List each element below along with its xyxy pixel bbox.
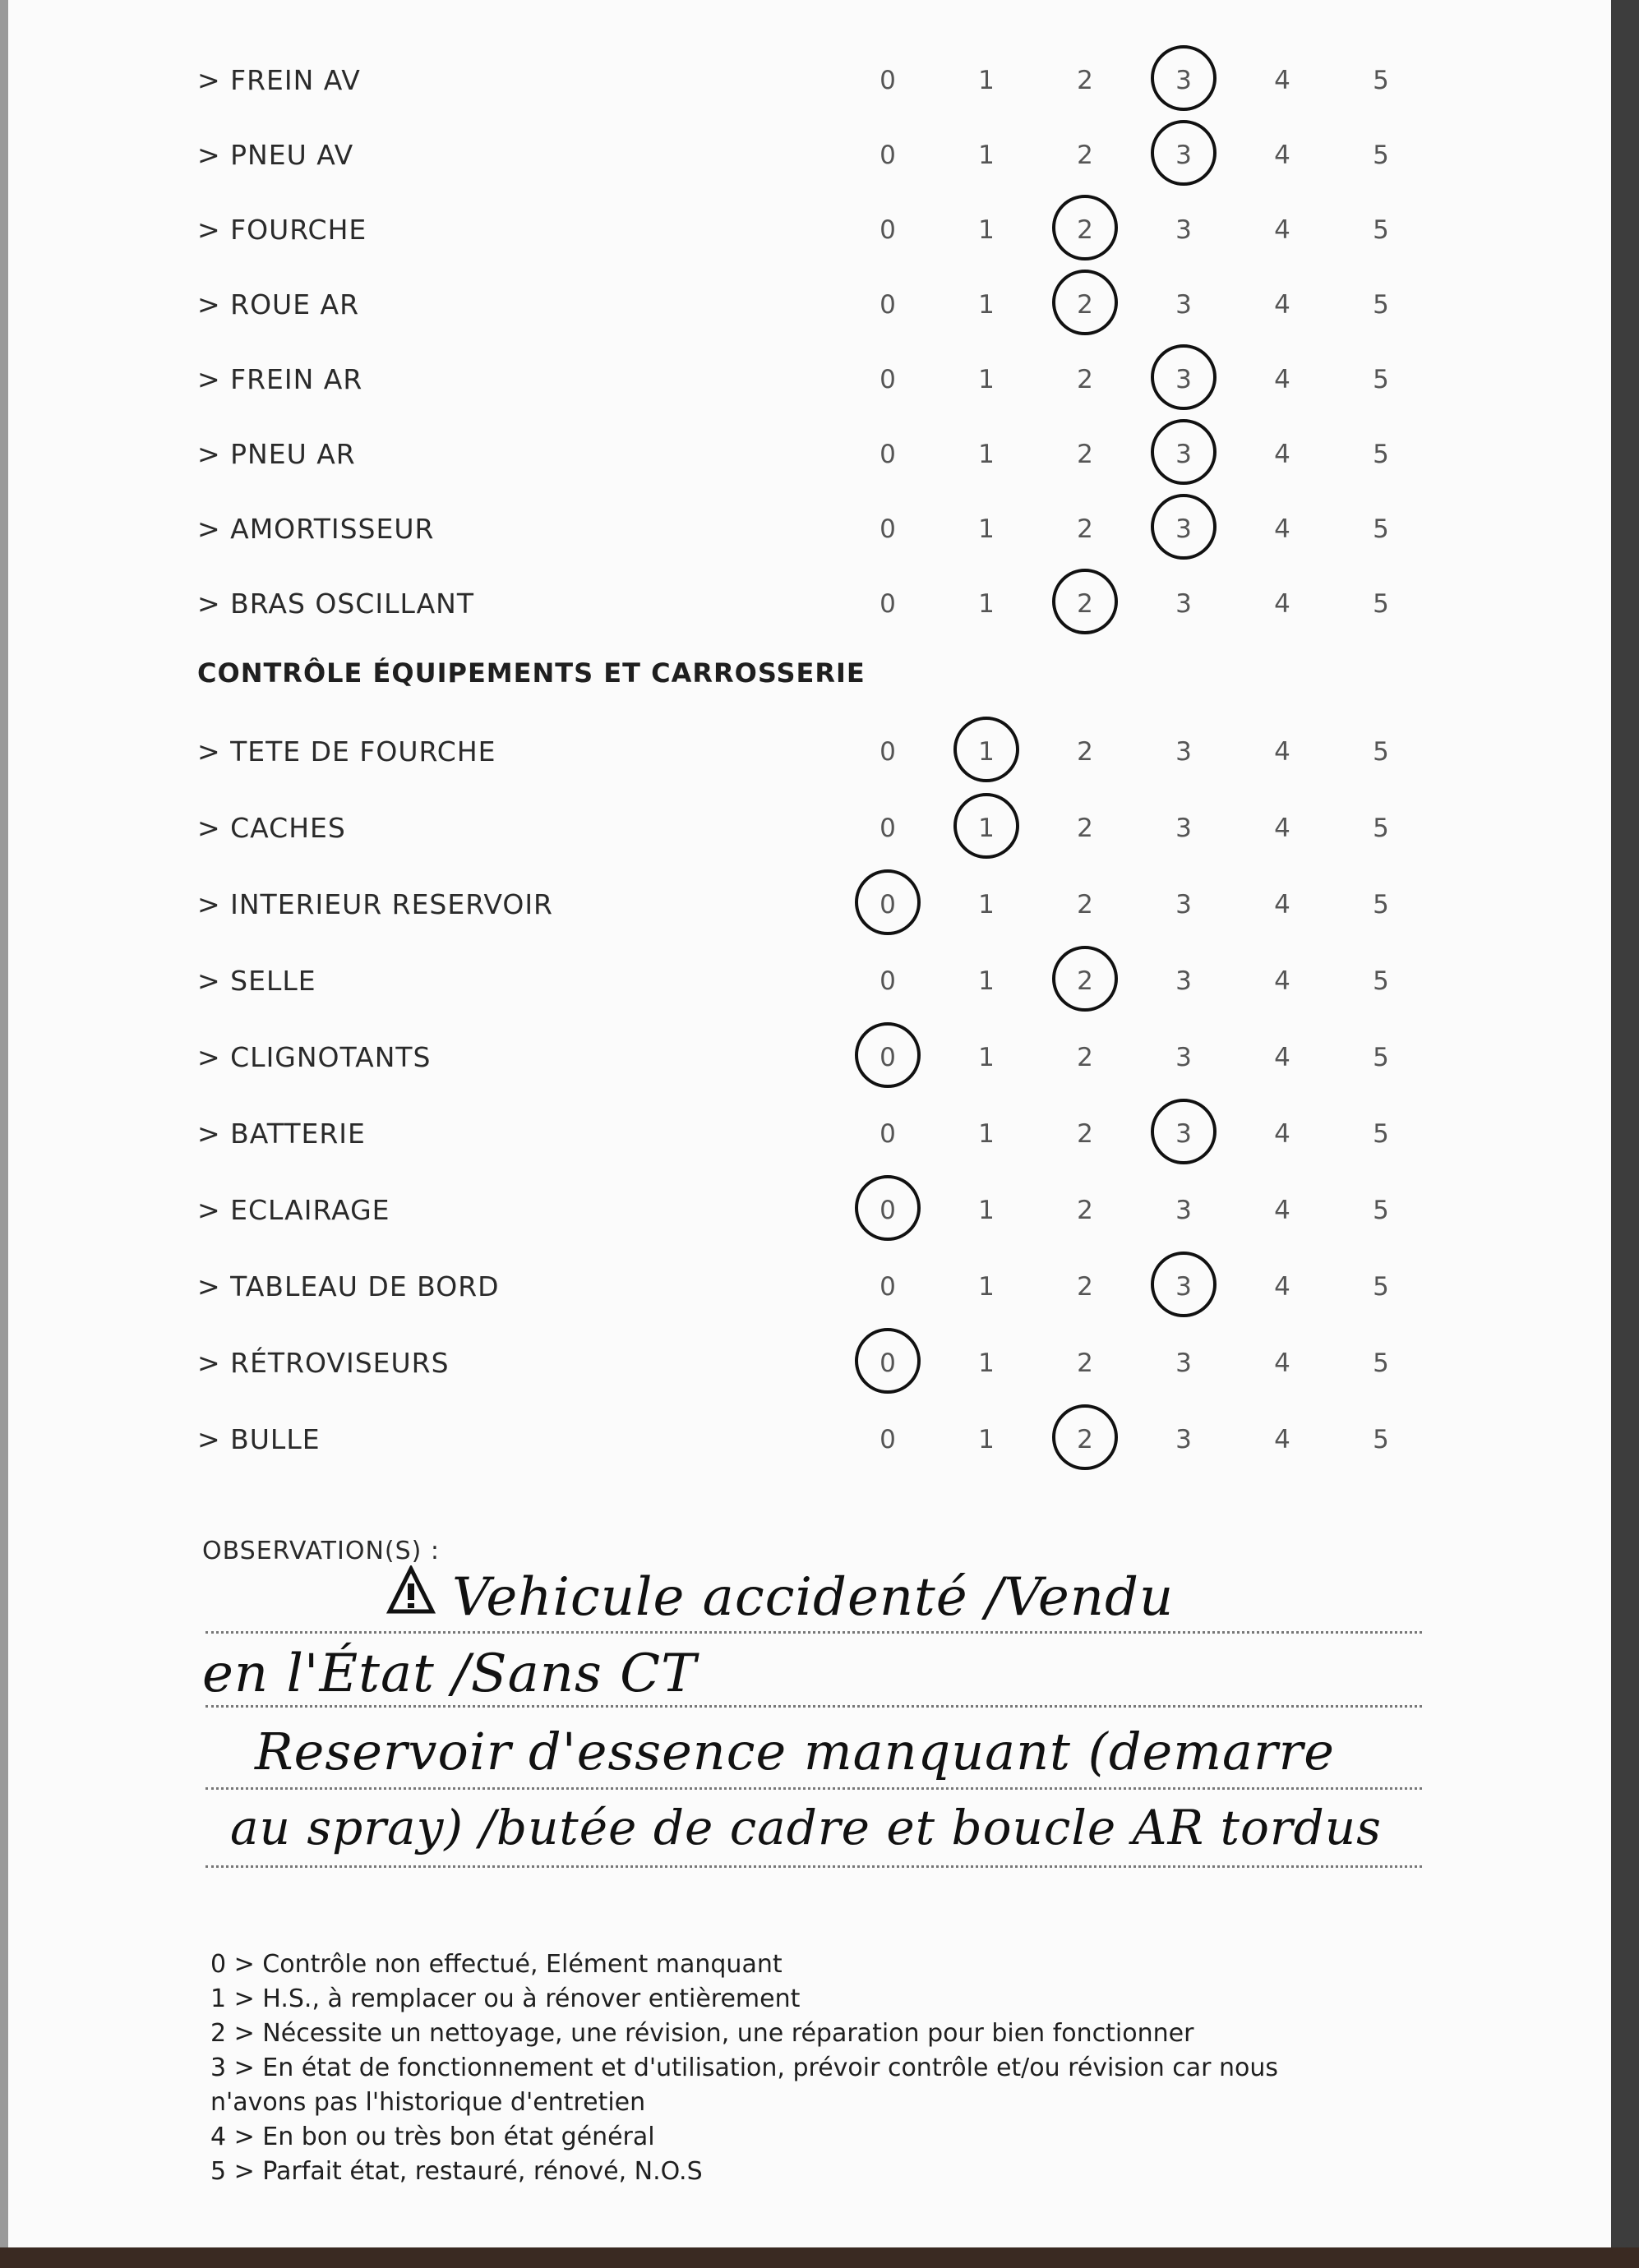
section-title: CONTRÔLE ÉQUIPEMENTS ET CARROSSERIE [197, 657, 866, 689]
row-label: > ROUE AR [197, 288, 360, 320]
score-option: 0 [880, 440, 896, 469]
score-option: 1 [978, 1425, 995, 1454]
score-option: 0 [880, 514, 896, 544]
score-option: 1 [978, 365, 995, 394]
score-option: 1 [978, 66, 995, 95]
score-option: 3 [1175, 966, 1192, 996]
row-label: > CLIGNOTANTS [197, 1041, 432, 1073]
legend-item: 4 > En bon ou très bon état général [210, 2123, 655, 2151]
score-option: 0 [880, 814, 896, 843]
legend-item: n'avons pas l'historique d'entretien [210, 2088, 646, 2117]
score-option: 4 [1274, 890, 1290, 920]
score-option: 4 [1274, 1272, 1290, 1302]
inspection-row [0, 952, 1639, 1010]
score-option: 4 [1274, 66, 1290, 95]
dotted-line [205, 1865, 1422, 1868]
score-option: 2 [1077, 1272, 1093, 1302]
score-option-circled: 3 [1159, 1105, 1208, 1163]
score-option: 5 [1373, 365, 1389, 394]
score-option: 1 [978, 966, 995, 996]
score-option: 2 [1077, 141, 1093, 170]
score-option: 0 [880, 589, 896, 619]
observation-line-1-text: Vehicule accidenté /Vendu [452, 1567, 1175, 1628]
score-option: 0 [880, 66, 896, 95]
score-option-circled: 1 [962, 800, 1011, 857]
row-label: > RÉTROVISEURS [197, 1347, 450, 1379]
legend-item: 3 > En état de fonctionnement et d'utilisation, prévoir contrôle et/ou révision car nous [210, 2054, 1279, 2082]
score-option: 4 [1274, 1043, 1290, 1072]
score-option: 1 [978, 141, 995, 170]
score-option: 2 [1077, 440, 1093, 469]
score-option: 1 [978, 1119, 995, 1149]
observation-line-2: en l'État /Sans CT [202, 1643, 697, 1704]
row-label: > FREIN AV [197, 64, 361, 96]
score-option: 4 [1274, 1196, 1290, 1225]
score-option: 5 [1373, 66, 1389, 95]
inspection-row [0, 1182, 1639, 1239]
score-option: 5 [1373, 1348, 1389, 1378]
score-option: 4 [1274, 589, 1290, 619]
score-option: 5 [1373, 1272, 1389, 1302]
score-option: 3 [1175, 290, 1192, 320]
score-option: 0 [880, 290, 896, 320]
score-option: 4 [1274, 1348, 1290, 1378]
row-label: > AMORTISSEUR [197, 513, 435, 545]
score-option: 3 [1175, 589, 1192, 619]
score-option: 0 [880, 1272, 896, 1302]
score-option: 0 [880, 1119, 896, 1149]
score-option: 2 [1077, 514, 1093, 544]
score-option-circled: 3 [1159, 52, 1208, 109]
legend-item: 0 > Contrôle non effectué, Elément manquant [210, 1950, 783, 1979]
dotted-line [205, 1705, 1422, 1708]
score-option-circled: 2 [1060, 952, 1110, 1010]
observations-label: OBSERVATION(S) : [202, 1537, 440, 1565]
inspection-row [0, 1105, 1639, 1163]
row-label: > TETE DE FOURCHE [197, 735, 496, 768]
score-option: 3 [1175, 737, 1192, 767]
score-option-circled: 2 [1060, 1411, 1110, 1468]
score-option: 2 [1077, 1348, 1093, 1378]
row-label: > INTERIEUR RESERVOIR [197, 888, 553, 920]
row-label: > TABLEAU DE BORD [197, 1270, 500, 1302]
score-option-circled: 3 [1159, 351, 1208, 408]
score-option: 3 [1175, 215, 1192, 245]
inspection-row [0, 1258, 1639, 1316]
score-option: 5 [1373, 1119, 1389, 1149]
score-option: 4 [1274, 365, 1290, 394]
row-label: > FREIN AR [197, 363, 363, 395]
score-option: 3 [1175, 1425, 1192, 1454]
score-option: 5 [1373, 215, 1389, 245]
score-option: 5 [1373, 737, 1389, 767]
score-option: 1 [978, 440, 995, 469]
inspection-row [0, 1029, 1639, 1086]
observation-line-1 [386, 1565, 1174, 1628]
score-option: 3 [1175, 814, 1192, 843]
score-option: 4 [1274, 737, 1290, 767]
warning-triangle-icon [386, 1565, 436, 1628]
inspection-row [0, 1335, 1639, 1392]
inspection-row [0, 876, 1639, 933]
score-option: 4 [1274, 215, 1290, 245]
inspection-row [0, 127, 1639, 184]
dotted-line [205, 1787, 1422, 1790]
score-option: 4 [1274, 1119, 1290, 1149]
score-option-circled: 1 [962, 723, 1011, 781]
row-label: > BRAS OSCILLANT [197, 588, 475, 620]
inspection-row [0, 723, 1639, 781]
score-option: 5 [1373, 890, 1389, 920]
score-option: 4 [1274, 1425, 1290, 1454]
score-option-circled: 2 [1060, 575, 1110, 633]
score-option-circled: 0 [863, 1335, 912, 1392]
score-option: 1 [978, 589, 995, 619]
inspection-row [0, 1411, 1639, 1468]
score-option-circled: 3 [1159, 426, 1208, 483]
score-option: 4 [1274, 290, 1290, 320]
legend-item: 5 > Parfait état, restauré, rénové, N.O.S [210, 2157, 703, 2186]
score-option: 1 [978, 215, 995, 245]
score-option: 5 [1373, 1043, 1389, 1072]
score-option: 2 [1077, 1196, 1093, 1225]
inspection-row [0, 52, 1639, 109]
score-option: 4 [1274, 440, 1290, 469]
score-option: 5 [1373, 589, 1389, 619]
score-option: 0 [880, 365, 896, 394]
score-option: 1 [978, 1348, 995, 1378]
inspection-row [0, 575, 1639, 633]
score-option: 5 [1373, 514, 1389, 544]
legend-item: 2 > Nécessite un nettoyage, une révision, une réparation pour bien fonctionner [210, 2019, 1194, 2048]
score-option: 0 [880, 141, 896, 170]
inspection-row [0, 800, 1639, 857]
score-option-circled: 2 [1060, 276, 1110, 334]
score-option: 2 [1077, 1119, 1093, 1149]
score-option-circled: 2 [1060, 201, 1110, 259]
score-option-circled: 3 [1159, 1258, 1208, 1316]
score-option: 1 [978, 1043, 995, 1072]
row-label: > FOURCHE [197, 214, 367, 246]
inspection-row [0, 201, 1639, 259]
score-option: 2 [1077, 890, 1093, 920]
observation-line-3: Reservoir d'essence manquant (demarre [255, 1722, 1335, 1782]
observation-line-4: au spray) /butée de cadre et boucle AR tordus [230, 1800, 1382, 1855]
score-option: 0 [880, 215, 896, 245]
score-option: 5 [1373, 440, 1389, 469]
score-option: 0 [880, 737, 896, 767]
inspection-row [0, 351, 1639, 408]
score-option: 0 [880, 1425, 896, 1454]
score-option-circled: 3 [1159, 127, 1208, 184]
score-option: 1 [978, 1196, 995, 1225]
row-label: > BATTERIE [197, 1118, 366, 1150]
score-option-circled: 0 [863, 1029, 912, 1086]
score-option: 3 [1175, 890, 1192, 920]
score-option: 3 [1175, 1348, 1192, 1378]
score-option: 1 [978, 1272, 995, 1302]
score-option: 2 [1077, 66, 1093, 95]
score-legend [210, 1948, 1443, 2189]
inspection-row [0, 500, 1639, 558]
score-option: 4 [1274, 141, 1290, 170]
score-option: 5 [1373, 290, 1389, 320]
score-option: 4 [1274, 814, 1290, 843]
score-option-circled: 3 [1159, 500, 1208, 558]
score-option-circled: 0 [863, 1182, 912, 1239]
row-label: > ECLAIRAGE [197, 1194, 390, 1226]
inspection-row [0, 426, 1639, 483]
score-option: 1 [978, 290, 995, 320]
score-option: 2 [1077, 737, 1093, 767]
score-option: 5 [1373, 1425, 1389, 1454]
score-option: 4 [1274, 514, 1290, 544]
score-option: 3 [1175, 1043, 1192, 1072]
sheet-bottom-edge [0, 2247, 1639, 2268]
score-option: 5 [1373, 141, 1389, 170]
score-option: 5 [1373, 966, 1389, 996]
score-option: 1 [978, 890, 995, 920]
row-label: > BULLE [197, 1423, 321, 1455]
row-label: > SELLE [197, 965, 316, 997]
score-option: 2 [1077, 1043, 1093, 1072]
dotted-line [205, 1631, 1422, 1634]
score-option-circled: 0 [863, 876, 912, 933]
score-option: 5 [1373, 814, 1389, 843]
score-option: 2 [1077, 365, 1093, 394]
row-label: > PNEU AR [197, 438, 356, 470]
inspection-row [0, 276, 1639, 334]
score-option: 4 [1274, 966, 1290, 996]
row-label: > PNEU AV [197, 139, 354, 171]
row-label: > CACHES [197, 812, 346, 844]
score-option: 0 [880, 966, 896, 996]
score-option: 3 [1175, 1196, 1192, 1225]
legend-item: 1 > H.S., à remplacer ou à rénover entièrement [210, 1984, 801, 2013]
score-option: 1 [978, 514, 995, 544]
score-option: 5 [1373, 1196, 1389, 1225]
score-option: 2 [1077, 814, 1093, 843]
